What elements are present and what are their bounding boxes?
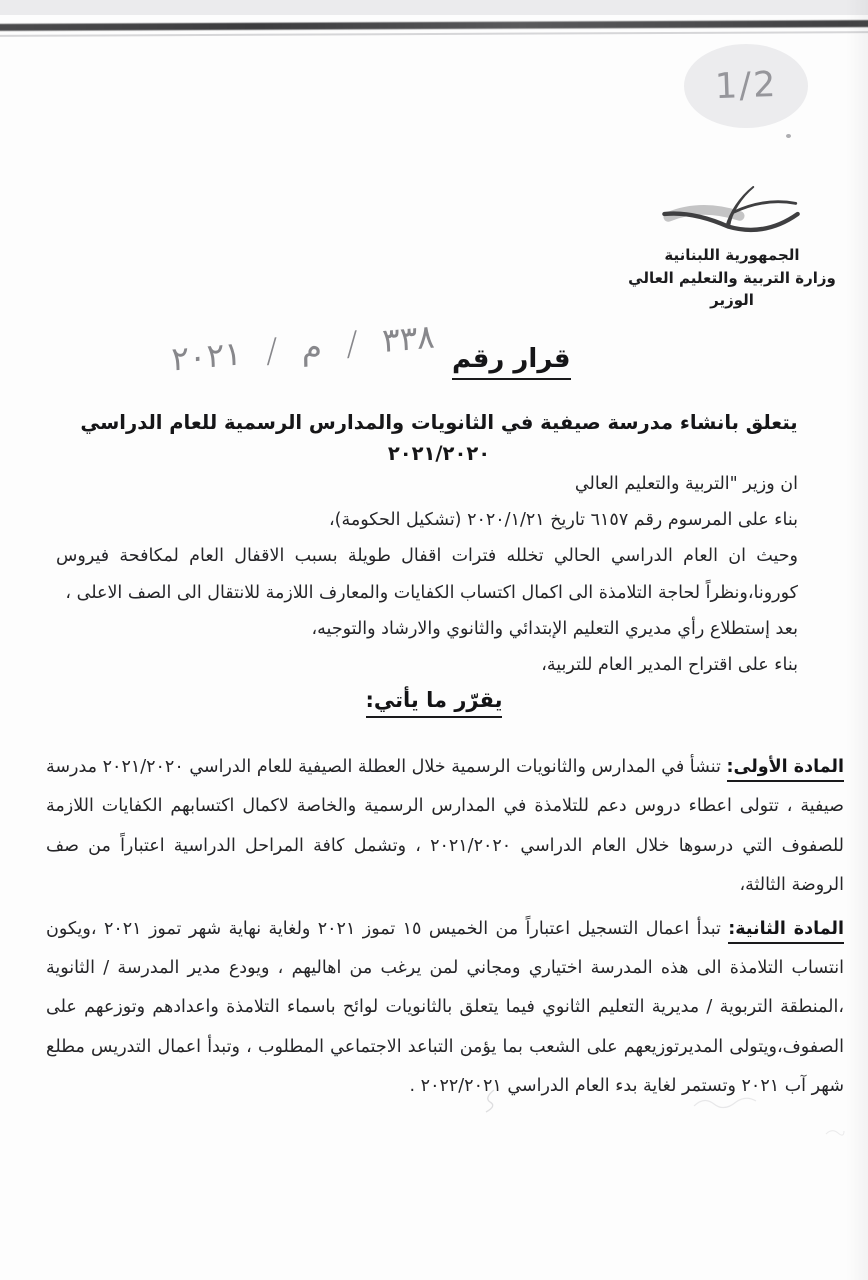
- preamble-line: وحيث ان العام الدراسي الحالي تخلله فترات اقفال طويلة بسبب الاقفال العام لمكافحة فيروس كورونا،ونظراً لحاجة التلامذة الى اكمال اكتساب الكفايات والمعارف اللازمة للانتقال الى الصف الاعلى ،: [56, 546, 798, 603]
- article-2-text: تبدأ اعمال التسجيل اعتباراً من الخميس ١٥ تموز ٢٠٢١ ولغاية نهاية شهر تموز ٢٠٢١ ،ويكون انتساب التلامذة الى هذه المدرسة اختياري ومجاني لمن يرغب من اهاليهم ، ويودع مدير المدرسة / الثانوية ،المنطقة التربوية / مديرية التعليم الثانوي فيما يتعلق بالثانويات لوائح باسماء التلامذة واعدادهم وتوزعهم على الصفوف،ويتولى المديرتوزيعهم على الشعب بما يؤمن التباعد الاجتماعي المطلوب ، وتبدأ اعمال التدريس مطلع شهر آب ٢٠٢١ وتستمر لغاية بدء العام الدراسي ٢٠٢٢/٢٠٢١ .: [46, 918, 844, 1096]
- preamble-line: ان وزير "التربية والتعليم العالي: [574, 474, 798, 494]
- republic-name: الجمهورية اللبنانية: [664, 246, 800, 264]
- article-2-label: المادة الثانية:: [728, 919, 844, 944]
- pencil-smudge: [470, 1088, 510, 1114]
- decision-heading: يقرّر ما يأتي:: [0, 688, 868, 712]
- preamble-line: بناء على اقتراح المدير العام للتربية،: [541, 655, 798, 676]
- minister-title: الوزير: [710, 291, 754, 309]
- page-indicator-badge: [684, 44, 808, 128]
- scan-speck: [786, 134, 791, 138]
- pencil-smudge: [824, 1126, 846, 1138]
- preamble-line: بعد إستطلاع رأي مديري التعليم الإبتدائي والثانوي والارشاد والتوجيه،: [311, 618, 798, 639]
- letterhead: [604, 186, 860, 312]
- articles: [46, 748, 844, 1110]
- article-2: [46, 910, 844, 1107]
- decree-title: [452, 344, 571, 374]
- pencil-smudge: [690, 1092, 760, 1114]
- open-book-logo-icon: [654, 186, 810, 242]
- scan-edge-line: [0, 20, 868, 31]
- decree-title-label: قرار رقم: [452, 344, 571, 380]
- decree-subject: يتعلق بانشاء مدرسة صيفية في الثانويات والمدارس الرسمية للعام الدراسي ٢٠٢١/٢٠٢٠: [80, 411, 798, 466]
- page-indicator-text: 1/2: [714, 64, 778, 108]
- article-1-text: تنشأ في المدارس والثانويات الرسمية خلال العطلة الصيفية للعام الدراسي ٢٠٢١/٢٠٢٠ مدرسة صيفية ، تتولى اعطاء دروس دعم للتلامذة في المدارس الرسمية والخاصة لاكمال اكتسابهم الكفايات اللازمة للصفوف التي درسوها خلال العام الدراسي ٢٠٢١/٢٠٢٠ ، وتشمل كافة المراحل الدراسية اعتباراً من صف الروضة الثالثة،: [46, 757, 844, 896]
- article-1-label: المادة الأولى:: [727, 757, 844, 782]
- ministry-name: وزارة التربية والتعليم العالي: [628, 268, 836, 287]
- scan-edge-shadow-line: [0, 31, 868, 37]
- preamble-line: بناء على المرسوم رقم ٦١٥٧ تاريخ ٢٠٢٠/١/٢١ (تشكيل الحكومة)،: [329, 510, 798, 531]
- scanner-background-strip: [0, 0, 868, 15]
- preamble: [56, 466, 798, 683]
- decree-number-handwritten: ٣٣٨ / م / ٢٠٢١: [170, 316, 436, 379]
- article-1: [46, 748, 844, 906]
